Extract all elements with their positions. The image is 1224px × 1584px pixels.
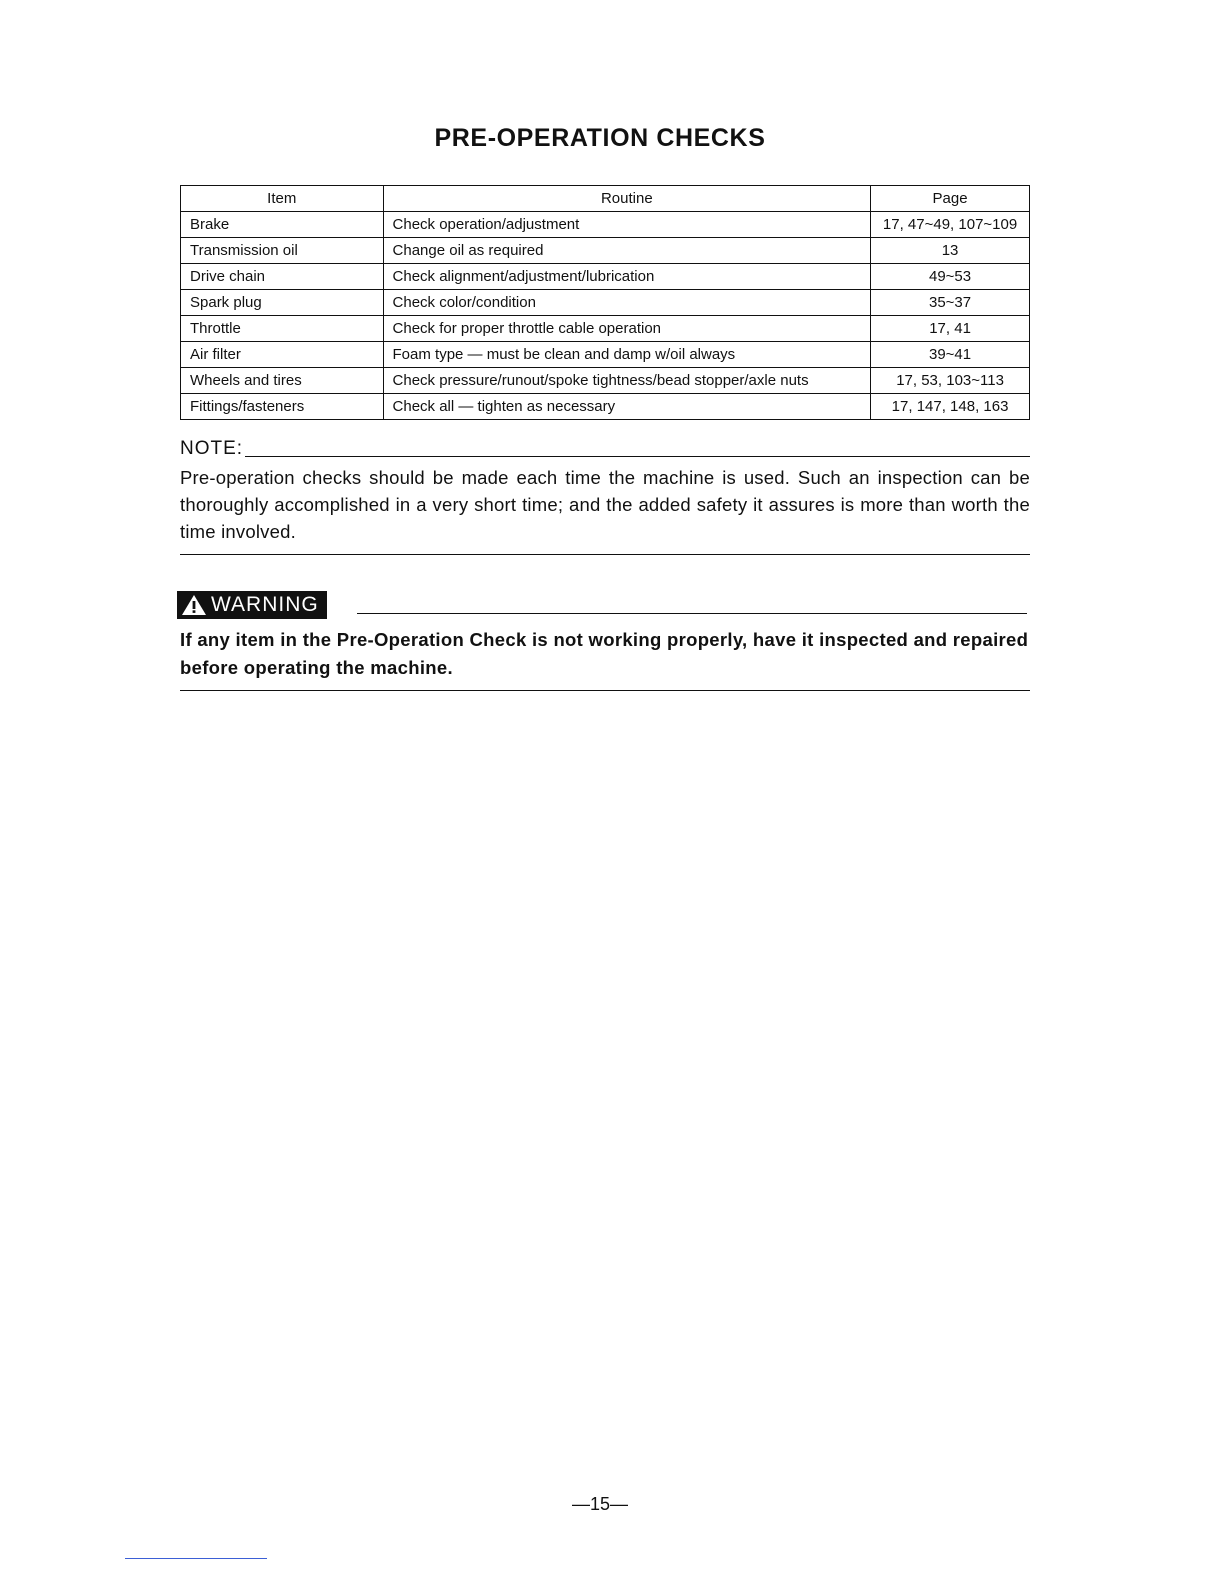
page-cell: 13 bbox=[871, 238, 1030, 264]
page-number: —15— bbox=[571, 1494, 629, 1514]
page-cell: 49~53 bbox=[871, 264, 1030, 290]
routine-cell: Check operation/adjustment bbox=[383, 212, 871, 238]
item-cell: Brake bbox=[181, 212, 384, 238]
note-divider bbox=[245, 456, 1030, 457]
pre-operation-checks-table bbox=[180, 185, 1030, 420]
page-cell: 17, 147, 148, 163 bbox=[871, 394, 1030, 420]
page-cell: 17, 47~49, 107~109 bbox=[871, 212, 1030, 238]
table-row bbox=[181, 394, 1030, 420]
routine-cell: Check color/condition bbox=[383, 290, 871, 316]
note-heading bbox=[180, 438, 1030, 460]
table-header-row bbox=[181, 186, 1030, 212]
column-header-routine: Routine bbox=[383, 186, 871, 212]
item-cell: Transmission oil bbox=[181, 238, 384, 264]
page-cell: 17, 53, 103~113 bbox=[871, 368, 1030, 394]
warning-label: WARNING bbox=[211, 593, 319, 616]
warning-bottom-divider bbox=[180, 690, 1030, 691]
page-title: PRE-OPERATION CHECKS bbox=[434, 124, 766, 152]
table-row bbox=[181, 342, 1030, 368]
note-label: NOTE: bbox=[180, 438, 244, 459]
table-row bbox=[181, 238, 1030, 264]
page-cell: 39~41 bbox=[871, 342, 1030, 368]
note-bottom-divider bbox=[180, 554, 1030, 555]
item-cell: Throttle bbox=[181, 316, 384, 342]
routine-cell: Check all — tighten as necessary bbox=[383, 394, 871, 420]
routine-cell: Foam type — must be clean and damp w/oil always bbox=[383, 342, 871, 368]
warning-text: If any item in the Pre-Operation Check is not working properly, have it inspected and repaired before operating the machine. bbox=[180, 629, 1029, 678]
table-row bbox=[181, 316, 1030, 342]
note-text: Pre-operation checks should be made each time the machine is used. Such an inspection can be thoroughly accomplished in a very short time; and the added safety it assures is more than worth the time involved. bbox=[180, 467, 1030, 542]
warning-divider bbox=[357, 613, 1027, 614]
table-row bbox=[181, 290, 1030, 316]
routine-cell: Check for proper throttle cable operation bbox=[383, 316, 871, 342]
column-header-page: Page bbox=[871, 186, 1030, 212]
warning-triangle-icon bbox=[181, 594, 207, 616]
routine-cell: Check alignment/adjustment/lubrication bbox=[383, 264, 871, 290]
item-cell: Fittings/fasteners bbox=[181, 394, 384, 420]
item-cell: Wheels and tires bbox=[181, 368, 384, 394]
page-cell: 17, 41 bbox=[871, 316, 1030, 342]
table-row bbox=[181, 212, 1030, 238]
table-row bbox=[181, 368, 1030, 394]
footnote-separator bbox=[125, 1558, 267, 1559]
item-cell: Spark plug bbox=[181, 290, 384, 316]
warning-badge bbox=[177, 591, 327, 619]
column-header-item: Item bbox=[181, 186, 384, 212]
routine-cell: Change oil as required bbox=[383, 238, 871, 264]
routine-cell: Check pressure/runout/spoke tightness/bead stopper/axle nuts bbox=[383, 368, 871, 394]
item-cell: Air filter bbox=[181, 342, 384, 368]
page-cell: 35~37 bbox=[871, 290, 1030, 316]
item-cell: Drive chain bbox=[181, 264, 384, 290]
table-row bbox=[181, 264, 1030, 290]
